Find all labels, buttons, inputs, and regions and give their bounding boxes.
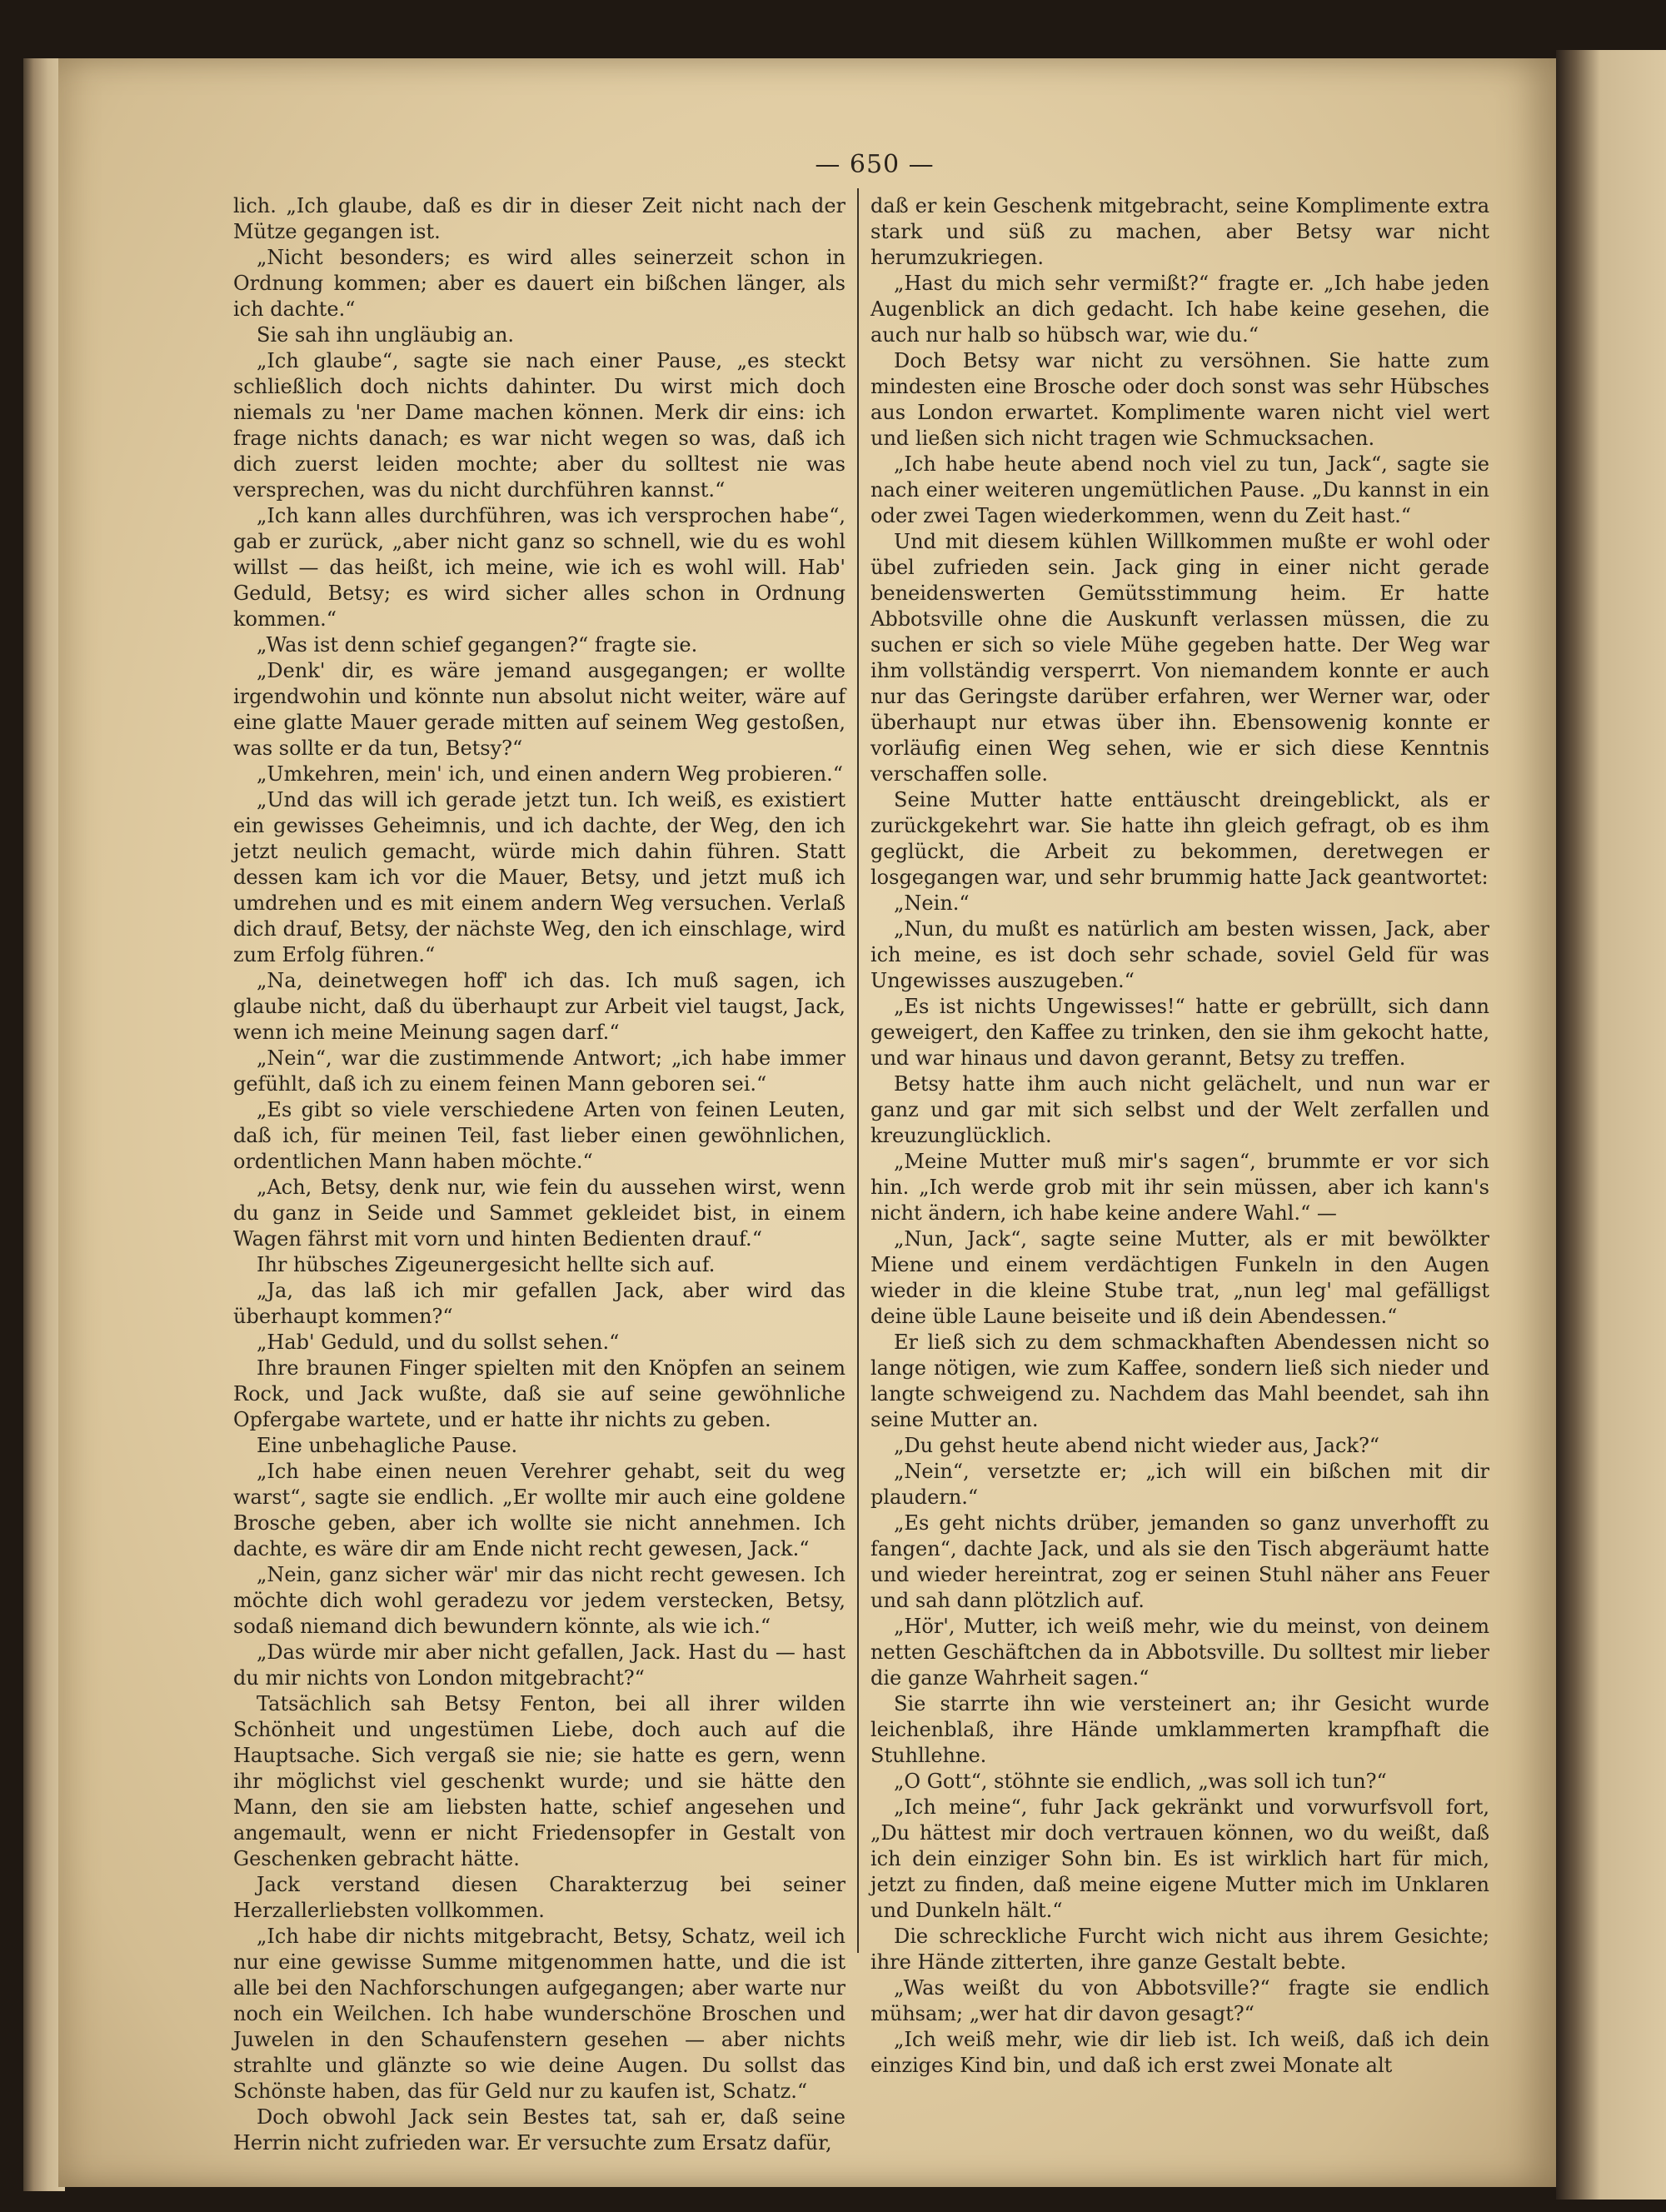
paragraph: Betsy hatte ihm auch nicht gelächelt, und nun war er ganz und gar mit sich selbst und der Welt zerfallen und kreuzunglücklich. — [870, 1072, 1489, 1147]
paragraph: „Umkehren, mein' ich, und einen andern Weg probieren.“ — [257, 762, 844, 786]
paragraph: „Und das will ich gerade jetzt tun. Ich weiß, es existiert ein gewisses Geheimnis, und ich dachte, der Weg, den ich jetzt neulich gemacht, würde mich dahin führen. Statt dessen kam ich vor die Mauer, Betsy, und jetzt muß ich umdrehen und es mit einem andern Weg versuchen. Verlaß dich drauf, Betsy, der nächste Weg, den ich einschlage, wird zum Erfolg führen.“ — [233, 788, 845, 966]
page-number: — 650 — — [815, 150, 935, 179]
paragraph: „Ich kann alles durchführen, was ich versprochen habe“, gab er zurück, „aber nicht ganz so schnell, wie du es wohl willst — das heißt, ich meine, wie ich es wohl will. Hab' Geduld, Betsy; es wird sicher alles schon in Ordnung kommen.“ — [233, 504, 845, 631]
paragraph: „Nein“, war die zustimmende Antwort; „ich habe immer gefühlt, daß ich zu einem feinen Mann geboren sei.“ — [233, 1046, 845, 1096]
paragraph: „Es gibt so viele verschiedene Arten von feinen Leuten, daß ich, für meinen Teil, fast lieber einen gewöhnlichen, ordentlichen Mann haben möchte.“ — [233, 1098, 845, 1173]
paragraph: „Hab' Geduld, und du sollst sehen.“ — [257, 1331, 620, 1354]
paragraph: lich. „Ich glaube, daß es dir in dieser Zeit nicht nach der Mütze gegangen ist. — [233, 194, 845, 243]
paragraph: Sie sah ihn ungläubig an. — [257, 323, 515, 347]
paragraph: „Es ist nichts Ungewisses!“ hatte er gebrüllt, sich dann geweigert, den Kaffee zu trinken, den sie ihm gekocht hatte, und war hinaus und davon gerannt, Betsy zu treffen. — [870, 995, 1489, 1070]
paragraph: „Nun, du mußt es natürlich am besten wissen, Jack, aber ich meine, es ist doch sehr schade, soviel Geld für was Ungewisses auszugeben.“ — [870, 917, 1489, 992]
paragraph: „Nun, Jack“, sagte seine Mutter, als er mit bewölkter Miene und einem verdächtigen Funkeln in den Augen wieder in die kleine Stube trat, „nun leg' mal gefälligst deine üble Laune beiseite und iß dein Abendessen.“ — [870, 1227, 1489, 1328]
paragraph: „Ich habe dir nichts mitgebracht, Betsy, Schatz, weil ich nur eine gewisse Summe mitgenommen hatte, und die ist alle bei den Nachforschungen aufgegangen; aber warte nur noch ein Weilchen. Ich habe wunderschöne Broschen und Juwelen in den Schaufenstern gesehen — aber nichts strahlte und glänzte so wie deine Augen. Du sollst das Schönste haben, das für Geld nur zu kaufen ist, Schatz.“ — [233, 1925, 845, 2103]
paragraph: daß er kein Geschenk mitgebracht, seine Komplimente extra stark und süß zu machen, aber Betsy war nicht herumzukriegen. — [870, 194, 1489, 269]
paragraph: Jack verstand diesen Charakterzug bei seiner Herzallerliebsten vollkommen. — [233, 1873, 845, 1922]
paragraph: „Ich habe einen neuen Verehrer gehabt, seit du weg warst“, sagte sie endlich. „Er wollte mir auch eine goldene Brosche geben, aber ich wollte sie nicht annehmen. Ich dachte, es wäre dir am Ende nicht recht gewesen, Jack.“ — [233, 1460, 845, 1560]
paragraph: „Ich weiß mehr, wie dir lieb ist. Ich weiß, daß ich dein einziges Kind bin, und daß ich erst zwei Monate alt — [870, 2028, 1489, 2077]
paragraph: „Das würde mir aber nicht gefallen, Jack. Hast du — hast du mir nichts von London mitgebracht?“ — [233, 1640, 845, 1690]
paragraph: „Na, deinetwegen hoff' ich das. Ich muß sagen, ich glaube nicht, daß du überhaupt zur Arbeit viel taugst, Jack, wenn ich meine Meinung sagen darf.“ — [233, 969, 845, 1044]
paragraph: Doch obwohl Jack sein Bestes tat, sah er, daß seine Herrin nicht zufrieden war. Er versuchte zum Ersatz dafür, — [233, 2105, 845, 2155]
paragraph: Ihr hübsches Zigeunergesicht hellte sich auf. — [257, 1253, 716, 1276]
paragraph: „Ich glaube“, sagte sie nach einer Pause, „es steckt schließlich doch nichts dahinter. Du wirst mich doch niemals zu 'ner Dame machen können. Merk dir eins: ich frage nichts danach; es war nicht wegen so was, daß ich dich zuerst leiden mochte; aber du solltest nie was versprechen, was du nicht durchführen kannst.“ — [233, 349, 845, 502]
paragraph: „Nicht besonders; es wird alles seinerzeit schon in Ordnung kommen; aber es dauert ein bißchen länger, als ich dachte.“ — [233, 246, 845, 321]
left-column — [233, 193, 845, 2156]
paragraph: „Du gehst heute abend nicht wieder aus, Jack?“ — [894, 1434, 1380, 1457]
paragraph: „Was weißt du von Abbotsville?“ fragte sie endlich mühsam; „wer hat dir davon gesagt?“ — [870, 1976, 1489, 2025]
paragraph: Seine Mutter hatte enttäuscht dreingeblickt, als er zurückgekehrt war. Sie hatte ihn gleich gefragt, ob es ihm geglückt, die Arbeit zu bekommen, deretwegen er losgegangen war, und sehr brummig hatte Jack geantwortet: — [870, 788, 1489, 889]
paragraph: „Nein“, versetzte er; „ich will ein bißchen mit dir plaudern.“ — [870, 1460, 1489, 1509]
paragraph: „Denk' dir, es wäre jemand ausgegangen; er wollte irgendwohin und könnte nun absolut nicht weiter, wäre auf eine glatte Mauer gerade mitten auf seinem Weg gestoßen, was sollte er da tun, Betsy?“ — [233, 659, 845, 760]
paragraph: Die schreckliche Furcht wich nicht aus ihrem Gesichte; ihre Hände zitterten, ihre ganze Gestalt bebte. — [870, 1925, 1489, 1974]
paragraph: „Es geht nichts drüber, jemanden so ganz unverhofft zu fangen“, dachte Jack, und als sie den Tisch abgeräumt hatte und wieder hereintrat, zog er seinen Stuhl näher ans Feuer und sah dann plötzlich auf. — [870, 1511, 1489, 1612]
paragraph: „Nein.“ — [894, 891, 970, 915]
paragraph: Und mit diesem kühlen Willkommen mußte er wohl oder übel zufrieden sein. Jack ging in einer nicht gerade beneidenswerten Gemütsstimmung heim. Er hatte Abbotsville ohne die Auskunft verlassen müssen, die zu suchen er sich so viele Mühe gegeben hatte. Der Weg war ihm vollständig versperrt. Von niemandem konnte er auch nur das Geringste darüber erfahren, wer Werner war, oder überhaupt nur etwas über ihn. Ebensowenig konnte er vorläufig einen Weg sehen, wie er sich diese Kenntnis verschaffen solle. — [870, 530, 1489, 786]
paragraph: „Ich meine“, fuhr Jack gekränkt und vorwurfsvoll fort, „Du hättest mir doch vertrauen können, wo du weißt, daß ich dein einziger Sohn bin. Es ist wirklich hart für mich, jetzt zu finden, daß meine eigene Mutter mich im Unklaren und Dunkeln hält.“ — [870, 1795, 1489, 1922]
paragraph: „Ich habe heute abend noch viel zu tun, Jack“, sagte sie nach einer weiteren ungemütlichen Pause. „Du kannst in ein oder zwei Tagen wiederkommen, wenn du Zeit hast.“ — [870, 452, 1489, 527]
paragraph: „Nein, ganz sicher wär' mir das nicht recht gewesen. Ich möchte dich wohl geradezu vor jedem verstecken, Betsy, sodaß niemand dich bewundern könnte, als wie ich.“ — [233, 1563, 845, 1638]
column-divider — [857, 188, 859, 1953]
paragraph: Sie starrte ihn wie versteinert an; ihr Gesicht wurde leichenblaß, ihre Hände umklammerten krampfhaft die Stuhllehne. — [870, 1692, 1489, 1767]
paragraph: „Hör', Mutter, ich weiß mehr, wie du meinst, von deinem netten Geschäftchen da in Abbotsville. Du solltest mir lieber die ganze Wahrheit sagen.“ — [870, 1615, 1489, 1690]
paragraph: „Ach, Betsy, denk nur, wie fein du aussehen wirst, wenn du ganz in Seide und Sammet gekleidet bist, in einem Wagen fährst mit vorn und hinten Bedienten drauf.“ — [233, 1176, 845, 1251]
paragraph: „Ja, das laß ich mir gefallen Jack, aber wird das überhaupt kommen?“ — [233, 1279, 845, 1328]
paragraph: Er ließ sich zu dem schmackhaften Abendessen nicht so lange nötigen, wie zum Kaffee, sondern ließ sich nieder und langte schweigend zu. Nachdem das Mahl beendet, sah ihn seine Mutter an. — [870, 1331, 1489, 1431]
right-column — [870, 193, 1489, 2079]
next-page-edge — [1556, 50, 1666, 2200]
paragraph: „O Gott“, stöhnte sie endlich, „was soll ich tun?“ — [894, 1770, 1387, 1793]
paragraph: „Meine Mutter muß mir's sagen“, brummte er vor sich hin. „Ich werde grob mit ihr sein müssen, aber ich kann's nicht ändern, ich habe keine andere Wahl.“ — — [870, 1150, 1489, 1225]
paragraph: „Hast du mich sehr vermißt?“ fragte er. „Ich habe jeden Augenblick an dich gedacht. Ich habe keine gesehen, die auch nur halb so hübsch war, wie du.“ — [870, 272, 1489, 347]
paragraph: Ihre braunen Finger spielten mit den Knöpfen an seinem Rock, und Jack wußte, daß sie auf seine gewöhnliche Opfergabe wartete, und er hatte ihr nichts zu geben. — [233, 1356, 845, 1431]
paragraph: Eine unbehagliche Pause. — [257, 1434, 518, 1457]
paragraph: „Was ist denn schief gegangen?“ fragte sie. — [257, 633, 698, 657]
paragraph: Tatsächlich sah Betsy Fenton, bei all ihrer wilden Schönheit und ungestümen Liebe, doch auch auf die Hauptsache. Sich vergaß sie nie; sie hatte es gern, wenn ihr möglichst viel geschenkt wurde; und sie hätte den Mann, den sie am liebsten hatte, schief angesehen und angemault, wenn er nicht Friedensopfer in Gestalt von Geschenken gebracht hätte. — [233, 1692, 845, 1870]
paragraph: Doch Betsy war nicht zu versöhnen. Sie hatte zum mindesten eine Brosche oder doch sonst was sehr Hübsches aus London erwartet. Komplimente waren nicht viel wert und ließen sich nicht tragen wie Schmucksachen. — [870, 349, 1489, 450]
